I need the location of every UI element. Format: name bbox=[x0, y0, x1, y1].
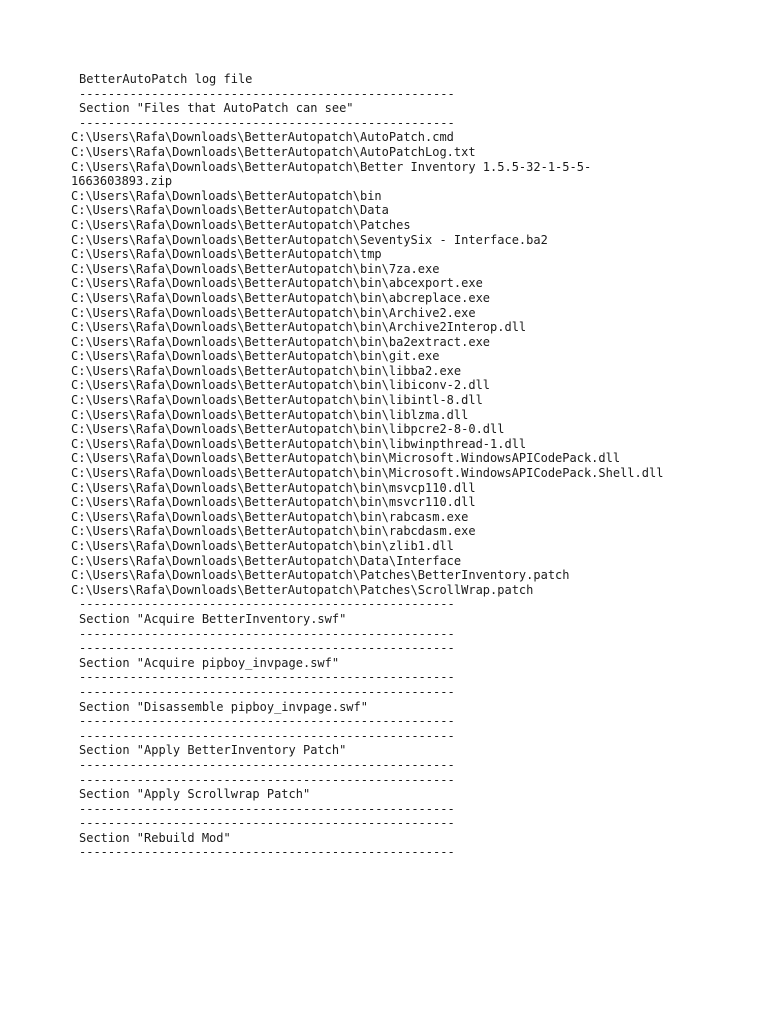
file-path-line: C:\Users\Rafa\Downloads\BetterAutopatch\bin\msvcr110.dll bbox=[71, 495, 476, 510]
separator-line: ---------------------------------------------------- bbox=[79, 641, 455, 656]
separator-line: ---------------------------------------------------- bbox=[79, 728, 455, 743]
separator-line: ---------------------------------------------------- bbox=[79, 714, 455, 729]
separator-line: ---------------------------------------------------- bbox=[79, 670, 455, 685]
file-path-line: C:\Users\Rafa\Downloads\BetterAutopatch\bin\rabcdasm.exe bbox=[71, 524, 476, 539]
separator-line: ---------------------------------------------------- bbox=[79, 845, 455, 860]
separator-line: ---------------------------------------------------- bbox=[79, 86, 455, 101]
file-path-line: C:\Users\Rafa\Downloads\BetterAutopatch\bin\zlib1.dll bbox=[71, 539, 454, 553]
file-path-line: C:\Users\Rafa\Downloads\BetterAutopatch\bin\7za.exe bbox=[71, 261, 440, 276]
file-path-line: C:\Users\Rafa\Downloads\BetterAutopatch\Patches\ScrollWrap.patch bbox=[71, 582, 534, 597]
file-path-line: C:\Users\Rafa\Downloads\BetterAutopatch\bin\abcreplace.exe bbox=[71, 290, 491, 305]
file-path-line: C:\Users\Rafa\Downloads\BetterAutopatch\SeventySix - Interface.ba2 bbox=[71, 232, 548, 247]
separator-line: ---------------------------------------------------- bbox=[79, 684, 455, 699]
log-document bbox=[71, 72, 761, 860]
separator-line: ---------------------------------------------------- bbox=[79, 816, 455, 831]
file-path-line: C:\Users\Rafa\Downloads\BetterAutopatch\bin\Archive2Interop.dll bbox=[71, 320, 527, 335]
separator-line: ---------------------------------------------------- bbox=[79, 772, 455, 787]
file-path-line: C:\Users\Rafa\Downloads\BetterAutopatch\Patches bbox=[71, 217, 411, 232]
section-header: Section "Files that AutoPatch can see" bbox=[79, 101, 354, 116]
file-path-line: C:\Users\Rafa\Downloads\BetterAutopatch\AutoPatch.cmd bbox=[71, 130, 454, 145]
file-path-line: C:\Users\Rafa\Downloads\BetterAutopatch\bin bbox=[71, 188, 382, 203]
section-header: Section "Apply BetterInventory Patch" bbox=[79, 743, 347, 758]
file-path-line: 1663603893.zip bbox=[71, 174, 173, 189]
file-path-line: C:\Users\Rafa\Downloads\BetterAutopatch\Data\Interface bbox=[71, 553, 462, 568]
separator-line: ---------------------------------------------------- bbox=[79, 626, 455, 641]
file-path-line: C:\Users\Rafa\Downloads\BetterAutopatch\bin\Archive2.exe bbox=[71, 305, 476, 320]
log-title: BetterAutoPatch log file bbox=[79, 72, 253, 86]
file-path-line: C:\Users\Rafa\Downloads\BetterAutopatch\bin\libwinpthread-1.dll bbox=[71, 436, 527, 451]
section-header: Section "Acquire pipboy_invpage.swf" bbox=[79, 655, 340, 670]
file-path-line: C:\Users\Rafa\Downloads\BetterAutopatch\bin\libintl-8.dll bbox=[71, 393, 483, 408]
separator-line: ---------------------------------------------------- bbox=[79, 115, 455, 130]
file-path-line: C:\Users\Rafa\Downloads\BetterAutopatch\bin\git.exe bbox=[71, 349, 440, 364]
file-path-line: C:\Users\Rafa\Downloads\BetterAutopatch\bin\libpcre2-8-0.dll bbox=[71, 422, 505, 437]
file-path-line: C:\Users\Rafa\Downloads\BetterAutopatch\bin\msvcp110.dll bbox=[71, 480, 476, 495]
file-path-line: C:\Users\Rafa\Downloads\BetterAutopatch\bin\libiconv-2.dll bbox=[71, 378, 491, 393]
file-path-line: C:\Users\Rafa\Downloads\BetterAutopatch\bin\Microsoft.WindowsAPICodePack.Shell.dll bbox=[71, 466, 664, 481]
section-header: Section "Rebuild Mod" bbox=[79, 830, 231, 845]
section-header: Section "Disassemble pipboy_invpage.swf" bbox=[79, 699, 368, 714]
file-path-line: C:\Users\Rafa\Downloads\BetterAutopatch\bin\libba2.exe bbox=[71, 363, 462, 378]
file-path-line: C:\Users\Rafa\Downloads\BetterAutopatch\bin\rabcasm.exe bbox=[71, 509, 469, 524]
file-path-line: C:\Users\Rafa\Downloads\BetterAutopatch\tmp bbox=[71, 247, 382, 262]
section-header: Section "Acquire BetterInventory.swf" bbox=[79, 611, 347, 626]
file-path-line: C:\Users\Rafa\Downloads\BetterAutopatch\bin\Microsoft.WindowsAPICodePack.dll bbox=[71, 451, 621, 466]
separator-line: ---------------------------------------------------- bbox=[79, 757, 455, 772]
file-path-line: C:\Users\Rafa\Downloads\BetterAutopatch\Data bbox=[71, 203, 389, 218]
log-sections bbox=[71, 87, 761, 860]
file-path-line: C:\Users\Rafa\Downloads\BetterAutopatch\Better Inventory 1.5.5-32-1-5-5- bbox=[71, 159, 592, 174]
file-path-line: C:\Users\Rafa\Downloads\BetterAutopatch\bin\liblzma.dll bbox=[71, 407, 469, 422]
section-header: Section "Apply Scrollwrap Patch" bbox=[79, 787, 311, 802]
file-path-line: C:\Users\Rafa\Downloads\BetterAutopatch\Patches\BetterInventory.patch bbox=[71, 568, 570, 583]
separator-line: ---------------------------------------------------- bbox=[79, 597, 455, 612]
file-path-line: C:\Users\Rafa\Downloads\BetterAutopatch\AutoPatchLog.txt bbox=[71, 144, 476, 159]
file-path-line: C:\Users\Rafa\Downloads\BetterAutopatch\bin\abcexport.exe bbox=[71, 276, 483, 291]
separator-line: ---------------------------------------------------- bbox=[79, 801, 455, 816]
file-path-line: C:\Users\Rafa\Downloads\BetterAutopatch\bin\ba2extract.exe bbox=[71, 334, 491, 349]
